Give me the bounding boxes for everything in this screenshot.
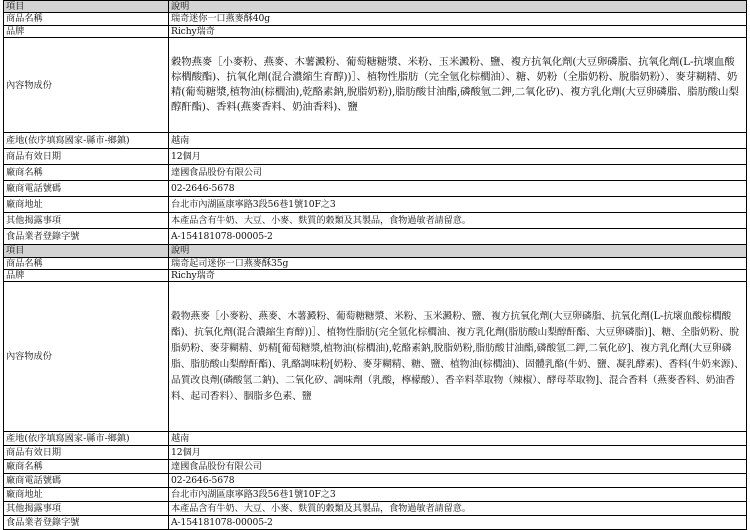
row-value: 台北市內湖區康寧路3段56巷1號10F之3 [169,197,747,213]
row-label: 內容物成份 [4,282,169,432]
row-phone [4,474,747,488]
row-label: 廠商電話號碼 [4,181,169,197]
row-registration [4,229,747,245]
header-item-label: 項目 [4,1,169,13]
row-shelf-life [4,446,747,460]
row-ingredients [4,282,747,432]
header-description-label: 說明 [169,1,747,13]
row-value: 越南 [169,133,747,149]
row-label: 內容物成份 [4,38,169,133]
row-label: 食品業者登錄字號 [4,229,169,245]
row-shelf-life [4,149,747,165]
row-product-name [4,257,747,269]
header-row [4,1,747,13]
row-label: 廠商地址 [4,197,169,213]
row-value: 本產品含有牛奶、大豆、小麥、麩質的穀類及其製品，食物過敏者請留意。 [169,502,747,516]
row-value: 台北市內湖區康寧路3段56巷1號10F之3 [169,488,747,502]
row-value: 12個月 [169,149,747,165]
row-label: 廠商名稱 [4,460,169,474]
row-label: 品牌 [4,25,169,37]
row-value: Richy瑞奇 [169,270,747,282]
row-address [4,488,747,502]
row-registration [4,516,747,530]
product-spec-table [3,0,747,530]
row-manufacturer [4,165,747,181]
row-label: 廠商電話號碼 [4,474,169,488]
row-phone [4,181,747,197]
row-label: 品牌 [4,270,169,282]
row-label: 商品有效日期 [4,446,169,460]
row-label: 食品業者登錄字號 [4,516,169,530]
row-label: 廠商地址 [4,488,169,502]
row-product-name [4,13,747,25]
row-label: 廠商名稱 [4,165,169,181]
row-label: 產地(依序填寫國家-縣市-鄉鎮) [4,133,169,149]
row-label: 商品名稱 [4,13,169,25]
row-value: Richy瑞奇 [169,25,747,37]
header-description-label: 說明 [169,245,747,257]
row-value: 越南 [169,432,747,446]
row-value: 穀物燕麥［小麥粉、燕麥、木薯澱粉、葡萄糖糖漿、米粉、玉米澱粉、鹽、複方抗氧化劑(大豆卵磷脂、抗氧化劑(L-抗壞血酸棕櫚酸酯)、抗氧化劑(混合濃縮生育醇))］、植物性脂肪（完全氫化棕櫚油）、糖、奶粉（全脂奶粉、脫脂奶粉）、麥芽糊精、奶精(葡萄糖漿,植物油(棕櫚油),乾酪素鈉,脫脂奶粉),脂肪酸甘油酯,磷酸氫二鉀,二氧化矽)、複方乳化劑(大豆卵磷脂、脂肪酸山梨醇酐酯)、香料(燕麥香料、奶油香料)、鹽 [169,38,747,133]
row-value: 02-2646-5678 [169,181,747,197]
row-value: 穀物燕麥［小麥粉、燕麥、木薯澱粉、葡萄糖糖漿、米粉、玉米澱粉、鹽、複方抗氧化劑(大豆卵磷脂、抗氧化劑(L-抗壞血酸棕櫚酸酯)、抗氧化劑(混合濃縮生育醇))］、植物性脂肪(完全氫化棕櫚油、複方乳化劑(脂肪酸山梨醇酐酯、大豆卵磷脂)]、糖、全脂奶粉、脫脂奶粉、麥芽糊精、奶精[葡萄糖漿,植物油(棕櫚油),乾酪素鈉,脫脂奶粉,脂肪酸甘油酯,磷酸氫二鉀,二氧化矽]、複方乳化劑(大豆卵磷脂、脂肪酸山梨醇酐酯)、乳酪調味粉[奶粉、麥芽糊精、糖、鹽、植物油(棕櫚油)、固體乳酪(牛奶、鹽、凝乳酵素)、香料(牛奶來源)、品質改良劑(磷酸氫二鈉)、二氧化矽、調味劑（乳酸，檸檬酸）、香辛料萃取物（辣椒）、酵母萃取物]、混合香料（燕麥香料、奶油香料、起司香料）、胭脂多色素、鹽 [169,282,747,432]
row-value: A-154181078-00005-2 [169,516,747,530]
row-label: 其他揭露事項 [4,502,169,516]
row-value: 達國食品股份有限公司 [169,460,747,474]
row-disclosure [4,213,747,229]
row-brand [4,25,747,37]
row-label: 其他揭露事項 [4,213,169,229]
row-label: 商品名稱 [4,257,169,269]
row-manufacturer [4,460,747,474]
row-value: A-154181078-00005-2 [169,229,747,245]
row-value: 02-2646-5678 [169,474,747,488]
row-value: 瑞奇迷你一口燕麥酥40g [169,13,747,25]
row-label: 商品有效日期 [4,149,169,165]
header-item-label: 項目 [4,245,169,257]
row-value: 本產品含有牛奶、大豆、小麥、麩質的穀類及其製品，食物過敏者請留意。 [169,213,747,229]
row-value: 瑞奇起司迷你一口燕麥酥35g [169,257,747,269]
row-value: 達國食品股份有限公司 [169,165,747,181]
row-ingredients [4,38,747,133]
row-disclosure [4,502,747,516]
row-brand [4,270,747,282]
row-origin [4,432,747,446]
row-label: 產地(依序填寫國家-縣市-鄉鎮) [4,432,169,446]
row-origin [4,133,747,149]
row-value: 12個月 [169,446,747,460]
header-row [4,245,747,257]
row-address [4,197,747,213]
